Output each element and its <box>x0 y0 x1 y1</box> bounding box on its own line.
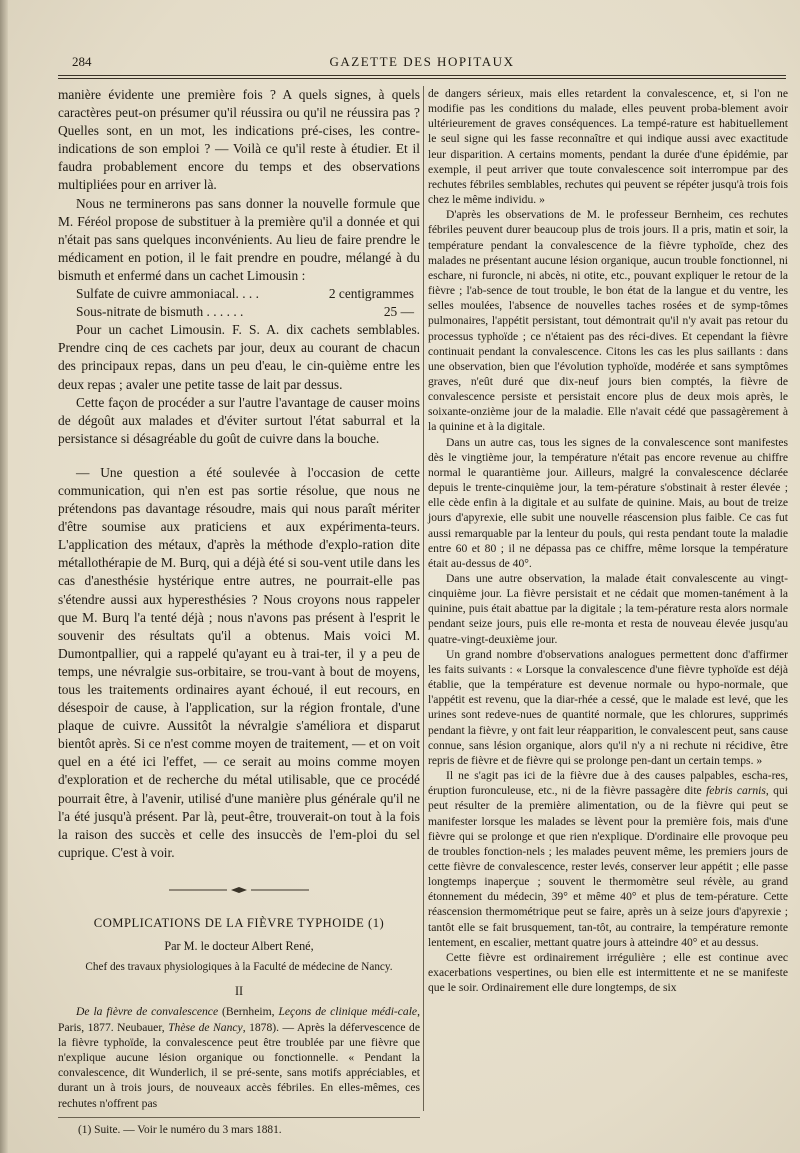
paragraph: manière évidente une première fois ? A quels signes, à quels caractères peut-on présumer qu'il réussira ou qu'il ne réussira pas ? Quelles sont, en un mot, les indications pré-cises, les contre-indications de son emploi ? — Voilà ce qu'il reste à étudier. Et il faudra probablement encore du temps et des observations multipliées pour en arriver là. <box>58 87 420 193</box>
header-rule-double <box>58 78 786 79</box>
header-rule <box>58 75 786 76</box>
section-number: II <box>234 984 244 999</box>
formula-row <box>58 285 420 303</box>
journal-title: GAZETTE DES HOPITAUX <box>329 54 515 69</box>
paragraph: de dangers sérieux, mais elles retardent la convalescence, et, si l'on ne modifie pas les conditions du malade, elles peuvent proba-blement avoir ultérieurement de graves conséquences. La tempé-rature est habituellement le seul signe qui les fasse reconnaître et qui indique aussi avec exactitude leur disparition. A certains moments, pendant la durée d'une épidémie, par exemple, il peut arriver que toute convalescence soit interrompue par des rechutes fébriles semblables, rechutes qui peuvent se répéter jusqu'à trois fois chez le même individu. » <box>428 87 788 207</box>
paragraph: Pour un cachet Limousin. F. S. A. dix cachets semblables. Prendre cinq de ces cachets par jour, deux au courant de chacun des principaux repas, dans un peu d'eau, le cin-quième entre les deux repas ; avaler une petite tasse de lait par dessus. <box>58 322 420 392</box>
italic-text: De la fièvre de convalescence <box>76 1005 219 1019</box>
formula-quantity: 2 centigrammes <box>328 286 414 302</box>
section-divider-ornament <box>58 882 420 900</box>
page-number: 284 <box>72 54 92 69</box>
right-column <box>428 86 788 995</box>
article-author: Par M. le docteur Albert René, <box>164 939 314 954</box>
paragraph: Un grand nombre d'observations analogues permettent donc d'affirmer les faits suivants : « Lorsque la convalescence d'une fièvre typhoïde est déjà établie, que la température est devenue normale ou hypo-normale, que l'appétit est revenu, que la diar-rhée a cessé, que le malade est levé, que les urines sont redeve-nues de quantité normale, que les chlorures, supprimés pendant la fièvre, y ont fait leur réapparition, le convalescent peut, sans cause connue, sans lésion organique, alors qu'il n'y a ni rechute ni récidive, être repris de fièvre et de fièvre qui se prolonge pen-dant un certain temps. » <box>428 647 788 767</box>
page-edge-shadow <box>0 0 8 1153</box>
formula-quantity: 25 — <box>383 304 414 320</box>
paragraph: Cette façon de procéder a sur l'autre l'avantage de causer moins de dégoût aux malades et d'éviter surtout l'état saburral et la persistance si désagréable du goût de cuivre dans la bouche. <box>58 394 420 446</box>
page-header <box>58 50 786 72</box>
formula-ingredient: Sous-nitrate de bismuth . . . . . . <box>76 304 244 320</box>
italic-text: febris carnis <box>706 784 766 798</box>
paragraph: Cette fièvre est ordinairement irrégulière ; elle est continue avec exacerbations vespertines, ou bien elle est intermittente et ne se manifeste que le soir. Ordinairement elle dure longtemps, de six <box>428 950 788 995</box>
spacer <box>58 448 420 464</box>
paragraph: D'après les observations de M. le professeur Bernheim, ces rechutes fébriles peuvent durer beaucoup plus de trois jours. Il a pris, matin et soir, la température pendant la convalescence de la fièvre typhoïde, chez des malades ne présentant aucune lésion organique, aucun trouble fonctionnel, ni eschare, ni furoncle, ni abcès, ni otite, etc., pouvant expliquer le retour de la fièvre ; l'ab-sence de tout trouble, le bon état de la langue et du ventre, les selles moulées, l'absence de nouvelles taches rosées et de symp-tômes pulmonaires, l'appétit persistant, tout démontrait qu'il n'y avait pas retour du processus typhoïde ; ce n'étaient pas des réci-dives. Et cependant la fièvre continuait pendant la convalescence. Citons les cas les plus saillants : dans une observation, bien que l'évolution typhoïde, modérée et sans symptômes graves, n'eût duré que dix-neuf jours bien comptés, la fièvre de convalescence persiste et persistait encore plus de deux mois après, le soixante-onzième jour de la maladie. Elle n'avait cédé que passagèrement à la quinine et à la digitale. <box>428 208 788 434</box>
paragraph: Nous ne terminerons pas sans donner la nouvelle formule que M. Féréol propose de substituer à la première qu'il a donnée et qui n'était pas sans quelques inconvénients. Au lieu de faire prendre le médicament en potion, il le fait prendre en poudre, mélangé à du bismuth et enfermé dans un cachet Limousin : <box>58 195 420 283</box>
paragraph: De la fièvre de convalescence (Bernheim, Leçons de clinique médi-cale, Paris, 1877. Neubauer, Thèse de Nancy, 1878). — Après la défervescence de la fièvre typhoïde, la convalescence peut être troublée par une fièvre que n'explique aucune lésion organique ou fonctionnelle. « Pendant la convalescence, dit Wunderlich, il se pré-sente, sans motifs appréciables, et durant un à trois jours, de nouveaux accès fébriles. En elles-mêmes, ces rechutes n'offrent pas <box>58 1005 420 1110</box>
footnote-rule <box>58 1117 420 1118</box>
author-affiliation: Chef des travaux physiologiques à la Faculté de médecine de Nancy. <box>85 961 393 974</box>
paragraph: Dans un autre cas, tous les signes de la convalescence sont manifestes dès le vingtième jour, la température n'était pas encore revenue au chiffre normal le quarantième jour. Ailleurs, malgré la convalescence déclarée depuis le trente-cinquième jour, la tem-pérature s'obstinait à rester élevée ; elle cède enfin à la digitale et au sulfate de quinine. Mais, au bout de treize jours d'apyrexie, elle subit une nouvelle réascension plus faible. Ce cas fut aussi remarquable par la lenteur du pouls, qui resta pendant toute la maladie entre 60 et 80 ; il ne dépassa pas ce chiffre, même lorsque la température était au-dessus de 40°. <box>428 435 788 570</box>
formula-ingredient: Sulfate de cuivre ammoniacal. . . . <box>76 286 259 302</box>
paragraph: Il ne s'agit pas ici de la fièvre due à des causes palpables, escha-res, éruption furonculeuse, etc., ni de la fièvre passagère dite febris carnis, qui peut résulter de la première alimentation, ou de la fièvre qui peut se manifester lorsque les malades se lèvent pour la première fois, mais d'une fièvre qui se prolonge et que rien n'explique. D'ordinaire elle provoque peu de troubles fonction-nels ; les malades peuvent même, les premiers jours de cette fièvre de convalescence, rester levés, conserver leur appétit ; elle passe longtemps inaperçue ; souvent le thermomètre seul révèle, au grand étonnement du médecin, 39° et même 40° et plus de tem-pérature. Cette réascension thermométrique peut se faire, après un à seize jours d'apyrexie ; tantôt elle se fait brusquement, tan-tôt, au contraire, la température remonte lentement, en escalier, mettant quatre jours à atteindre 40° et au dessus. <box>428 769 788 949</box>
article-title: COMPLICATIONS DE LA FIÈVRE TYPHOIDE (1) <box>93 916 385 931</box>
left-column <box>58 86 420 1111</box>
paragraph: — Une question a été soulevée à l'occasion de cette communication, qui n'en est pas sortie résolue, que nous ne prétendons pas davantage résoudre, mais qui nous paraît mériter d'être soumise aux praticiens et aux expérimenta-teurs. L'application des métaux, d'après la méthode d'explo-ration dite métallothérapie de M. Burq, qui a déjà été si sou-vent utile dans les cas d'anesthésie hystérique entre autres, ne pourrait-elle pas s'étendre aussi aux hyperesthésies ? Nous croyons nous rappeler que M. Burq l'a tenté déjà ; nous n'avons pas présent à l'esprit le souvenir des résultats qu'il a obtenus. Mais voici M. Dumontpallier, qui a rappelé qu'ayant eu à trai-ter, il y a peu de temps, une névralgie sus-orbitaire, se trou-vant à bout de moyens, tous les traitements ordinaires ayant échoué, il eut recours, en désespoir de cause, à l'application, sur la région frontale, d'une plaque de cuivre. Aussitôt la névralgie s'améliora et disparut bientôt après. Si ce n'est comme moyen de traitement, — et on voit quel en a été ici l'effet, — ce serait au moins comme moyen d'exploration et de recherche du métal utilisable, que ce procédé pourrait être, à l'avenir, utilisé d'une manière plus générale qu'il ne l'a été jusqu'à présent. Par là, peut-être, trouverait-on tout à la fois la raison des succès et celle des insuccès de l'em-ploi du sel cuprique. C'est à voir. <box>58 464 420 860</box>
paragraph: Dans une autre observation, la malade était convalescente au vingt-cinquième jour. La fièvre persistait et ne cédait que momen-tanément à la quinine, puis était abattue par la digitale ; la tem-pérature resta alors normale pendant seize jours, puis elle re-monta et resta de nouveau élevée jusqu'au quatre-vingt-deuxième jour. <box>428 572 788 646</box>
italic-text: Leçons de clinique médi-cale <box>278 1005 418 1019</box>
italic-text: Thèse de Nancy <box>168 1020 243 1034</box>
formula <box>58 285 420 321</box>
footnote: (1) Suite. — Voir le numéro du 3 mars 1881. <box>78 1124 282 1136</box>
column-separator <box>423 86 424 1111</box>
ornament-rule <box>169 886 309 894</box>
formula-row <box>58 303 420 321</box>
